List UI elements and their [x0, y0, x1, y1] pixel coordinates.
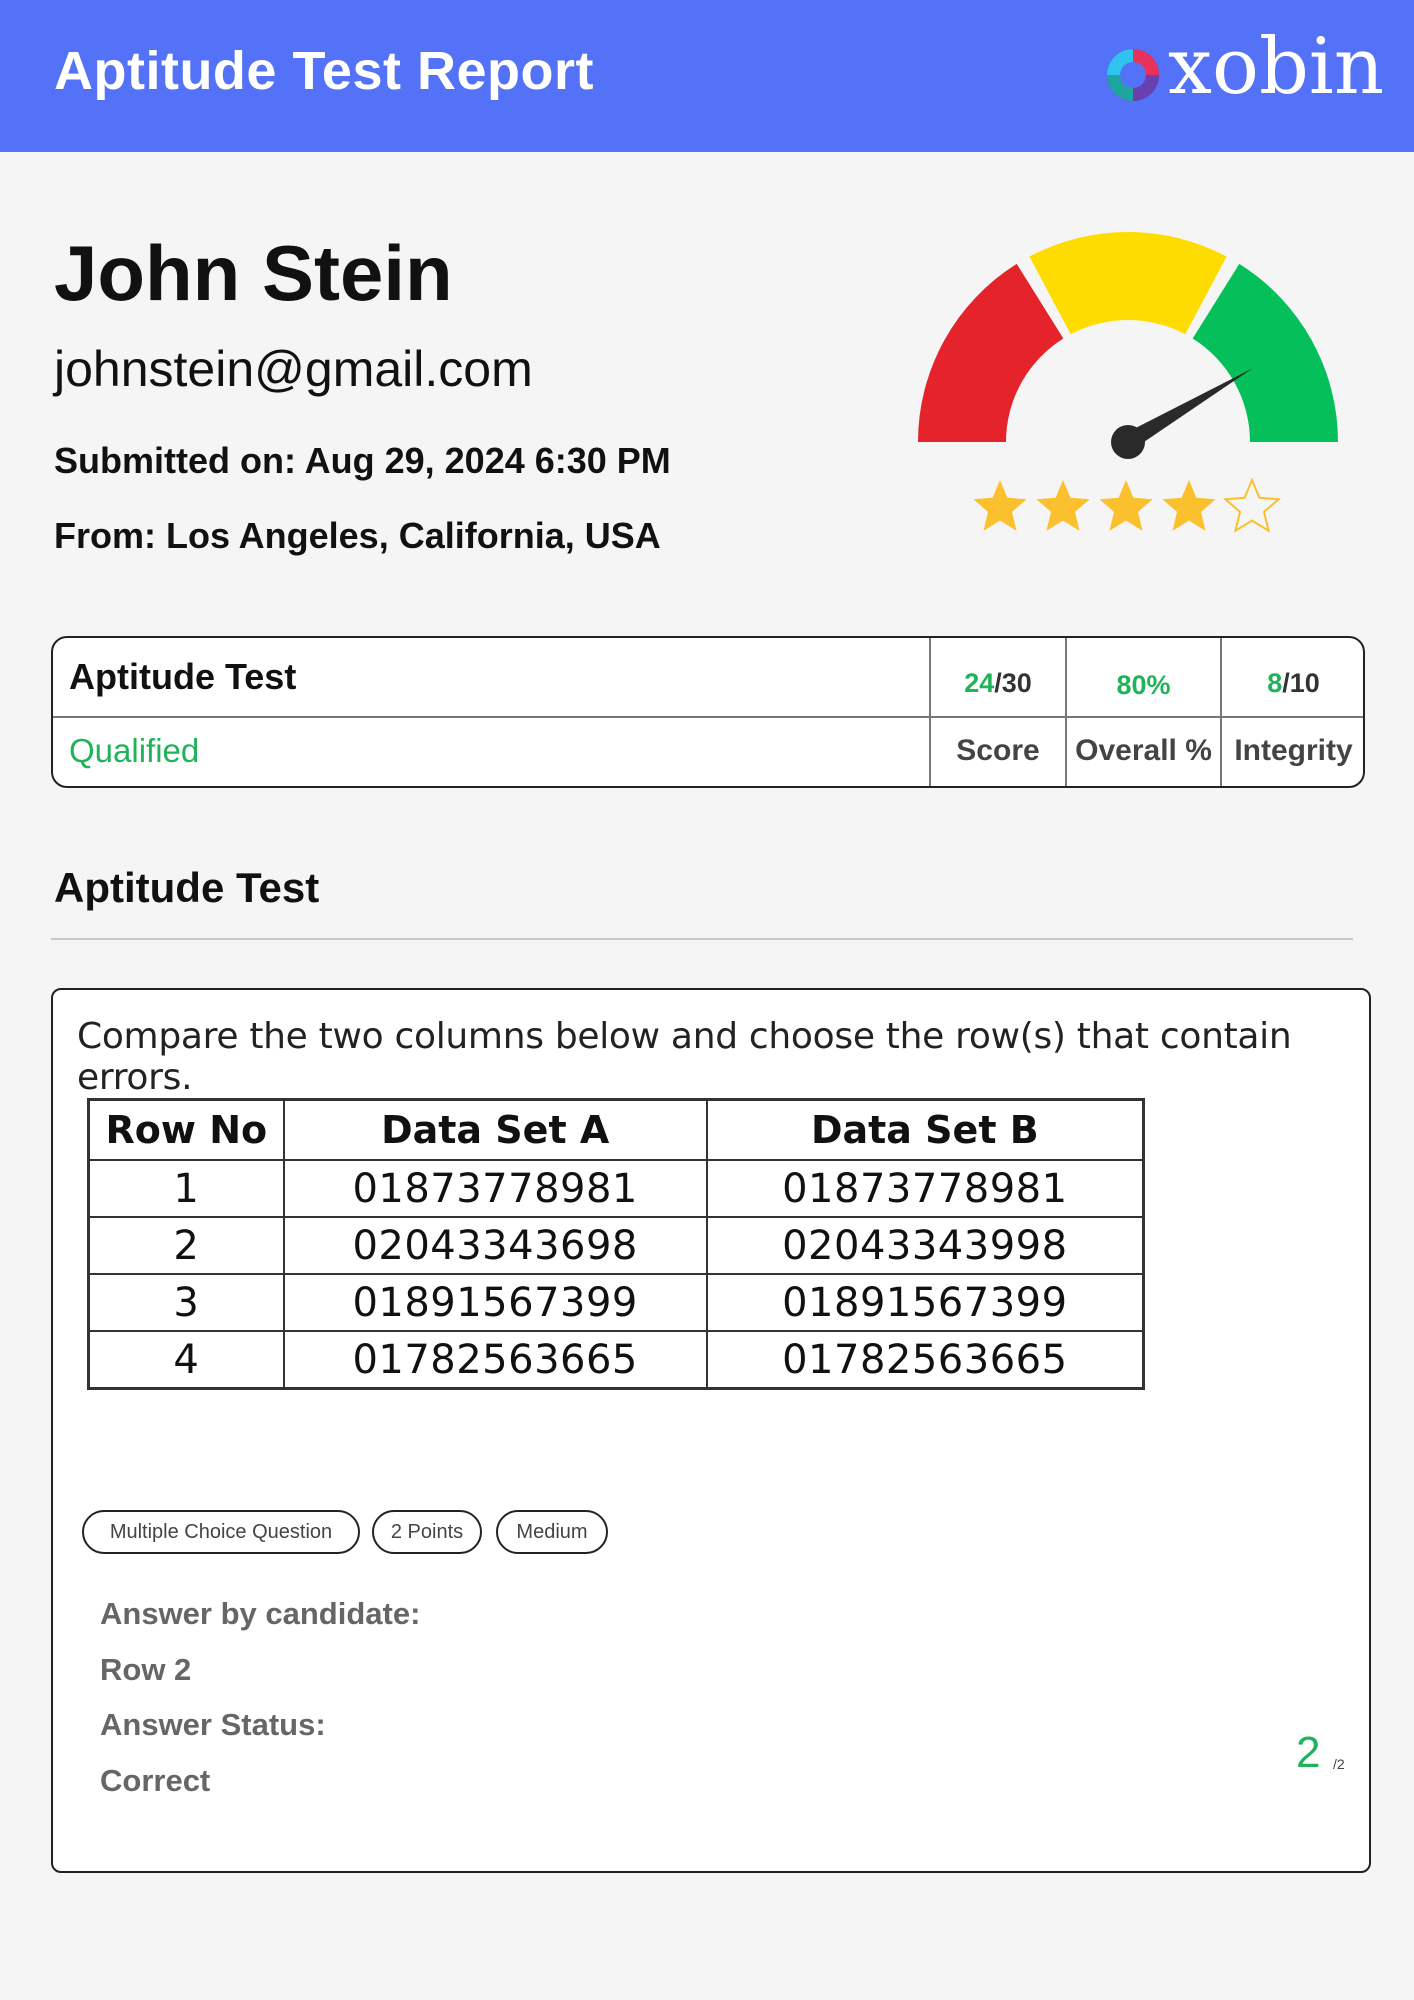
star-filled-icon	[1162, 480, 1215, 531]
question-type-tag: Multiple Choice Question	[82, 1510, 360, 1554]
score-gauge	[900, 220, 1360, 550]
table-row	[89, 1274, 1144, 1331]
answer-status: Correct	[100, 1763, 211, 1798]
brand-logo	[1100, 22, 1390, 118]
candidate-answer: Row 2	[100, 1652, 192, 1687]
integrity-value: 8/10	[1267, 668, 1320, 698]
star-rating	[973, 480, 1278, 531]
question-text: Compare the two columns below and choose the row(s) that contain errors.	[77, 1016, 1292, 1098]
table-cell: 02043343998	[707, 1217, 1144, 1274]
answer-status-label: Answer Status:	[100, 1707, 326, 1742]
table-row	[89, 1217, 1144, 1274]
integrity-label: Integrity	[1234, 734, 1353, 767]
star-filled-icon	[1099, 480, 1152, 531]
table-cell: 4	[89, 1331, 284, 1389]
table-row	[89, 1160, 1144, 1217]
column-header: Data Set A	[284, 1100, 707, 1161]
summary-test-name: Aptitude Test	[69, 656, 297, 697]
candidate-email: johnstein@gmail.com	[54, 341, 533, 397]
table-cell: 01873778981	[284, 1160, 707, 1217]
table-cell: 02043343698	[284, 1217, 707, 1274]
gauge-yellow-segment	[1029, 232, 1226, 334]
candidate-location: From: Los Angeles, California, USA	[54, 515, 661, 556]
brand-name: xobin	[1168, 22, 1385, 112]
xobin-logo-icon	[1104, 46, 1162, 104]
star-filled-icon	[1036, 480, 1089, 531]
gauge-green-segment	[1193, 264, 1338, 442]
table-header-row	[89, 1100, 1144, 1161]
star-empty-icon	[1225, 480, 1278, 531]
overall-label: Overall %	[1075, 734, 1212, 767]
star-filled-icon	[973, 480, 1026, 531]
candidate-name: John Stein	[54, 229, 453, 317]
question-data-table	[87, 1098, 1145, 1390]
difficulty-tag: Medium	[496, 1510, 608, 1554]
table-row	[89, 1331, 1144, 1389]
table-cell: 3	[89, 1274, 284, 1331]
score-value: 24/30	[964, 668, 1032, 698]
section-divider	[51, 938, 1353, 940]
points-tag: 2 Points	[372, 1510, 482, 1554]
report-title: Aptitude Test Report	[54, 41, 594, 101]
question-points-total: /2	[1333, 1756, 1345, 1772]
table-cell: 01782563665	[284, 1331, 707, 1389]
table-cell: 01782563665	[707, 1331, 1144, 1389]
table-cell: 01873778981	[707, 1160, 1144, 1217]
table-cell: 1	[89, 1160, 284, 1217]
submitted-date: Submitted on: Aug 29, 2024 6:30 PM	[54, 440, 671, 481]
column-header: Row No	[89, 1100, 284, 1161]
table-cell: 01891567399	[707, 1274, 1144, 1331]
report-header	[0, 0, 1414, 152]
table-cell: 2	[89, 1217, 284, 1274]
section-title: Aptitude Test	[54, 864, 320, 911]
overall-value: 80%	[1116, 670, 1171, 700]
summary-box	[51, 636, 1365, 788]
summary-status: Qualified	[69, 732, 200, 769]
column-header: Data Set B	[707, 1100, 1144, 1161]
table-cell: 01891567399	[284, 1274, 707, 1331]
gauge-hub	[1111, 425, 1145, 459]
answer-label: Answer by candidate:	[100, 1596, 421, 1631]
gauge-red-segment	[918, 264, 1063, 442]
score-label: Score	[956, 734, 1040, 767]
question-points-earned: 2	[1296, 1728, 1321, 1777]
